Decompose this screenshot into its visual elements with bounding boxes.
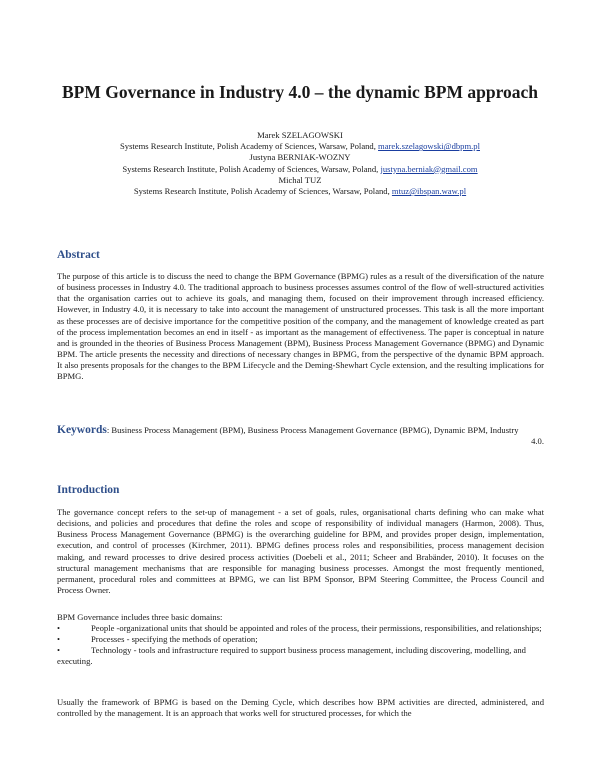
bullet-item-people: • People -organizational units that should be appointed and roles of the process, their permissions, responsibilities, and relationships;	[57, 623, 542, 633]
author-block	[56, 130, 544, 197]
author-affiliation-1: Systems Research Institute, Polish Academy of Sciences, Warsaw, Poland, marek.szelagowski@dbpm.pl	[120, 141, 480, 152]
paper-title: BPM Governance in Industry 4.0 – the dynamic BPM approach	[61, 82, 539, 102]
domain-bullet-list	[57, 623, 544, 668]
author-affiliation-2: Systems Research Institute, Polish Academy of Sciences, Warsaw, Poland, justyna.berniak@gmail.com	[122, 163, 478, 174]
author-name-3: Michal TUZ	[278, 174, 322, 185]
bullet-glyph: •	[57, 634, 61, 645]
introduction-heading: Introduction	[57, 484, 120, 496]
introduction-paragraph-2: BPM Governance includes three basic domains:	[57, 612, 223, 622]
keywords-line	[57, 424, 544, 446]
keywords-end: 4.0.	[531, 436, 544, 446]
bullet-glyph: •	[57, 645, 61, 656]
author-name-1: Marek SZELAGOWSKI	[257, 130, 343, 140]
introduction-paragraph-3: Usually the framework of BPMG is based on the Deming Cycle, which describes how BPM activities are directed, administered, and controlled by the management. It is an approach that works well for structured processes, for which the	[57, 697, 544, 719]
bullet-item-technology: • Technology - tools and infrastructure required to support business process management, including discovering, modelling, and executing.	[57, 645, 526, 667]
author-name-2: Justyna BERNIAK-WOZNY	[249, 152, 351, 163]
introduction-paragraph-1: The governance concept refers to the set-up of management - a set of goals, rules, organisational charts defining who can make what decisions, and policies and procedures that define the roles and scope of responsibility of individual managers (Harmon, 2008). Thus, Business Process Management Governance (BPMG) is the overarching guideline for BPM, and provides proper design, implementation, execution, and control of processes (Kirchmer, 2011). BPMG defines process roles and responsibilities, process management decision making, and reward processes to drive desired process activities (Doebeli et al., 2011; Scheer and Brabänder, 2010). It focuses on the structural management mechanisms that are responsible for managing business processes. Amongst the most frequently mentioned, permanent, procedural roles and committees at BPMG, we can list BPM Sponsor, BPM Steering Committee, the Process Council and Process Owner.	[57, 507, 544, 596]
abstract-heading: Abstract	[57, 249, 100, 261]
abstract-text: The purpose of this article is to discuss the need to change the BPM Governance (BPMG) rules as a result of the diversification of the nature of business processes in Industry 4.0. The traditional approach to business processes assumes control of the flow of well-structured activities that the organisation carries out to achieve its goals, and managing them, focused on their improvement through increased efficiency. However, in Industry 4.0, it is necessary to take into account the management of unstructured processes. This task is all the more important as these processes are of decisive importance for the competitive position of the company, and the management of knowledge created as part of the process implementation becomes an end in itself - as important as the management of effectiveness. The paper is conceptual in nature and is grounded in the theories of Business Process Management (BPM), Business Process Management Governance (BPMG) and Dynamic BPM. The article presents the necessity and directions of necessary changes in BPMG, from the perspective of the dynamic BPM approach. It also presents proposals for the changes to the BPM Lifecycle and the Deming-Shewhart Cycle extension, and the resulting implications for BPMG.	[57, 271, 544, 382]
author-email-link-3[interactable]: mtuz@ibspan.waw.pl	[391, 186, 467, 197]
keywords-text: : Business Process Management (BPM), Business Process Management Governance (BPMG), Dynamic BPM, Industry	[106, 425, 519, 435]
bullet-glyph: •	[57, 623, 61, 633]
author-email-link-2[interactable]: justyna.berniak@gmail.com	[380, 163, 478, 174]
author-affiliation-3: Systems Research Institute, Polish Academy of Sciences, Warsaw, Poland, mtuz@ibspan.waw.pl	[133, 186, 467, 197]
keywords-label: Keywords	[57, 424, 107, 436]
author-email-link-1[interactable]: marek.szelagowski@dbpm.pl	[378, 141, 480, 152]
bullet-item-processes: • Processes - specifying the methods of operation;	[57, 634, 258, 645]
